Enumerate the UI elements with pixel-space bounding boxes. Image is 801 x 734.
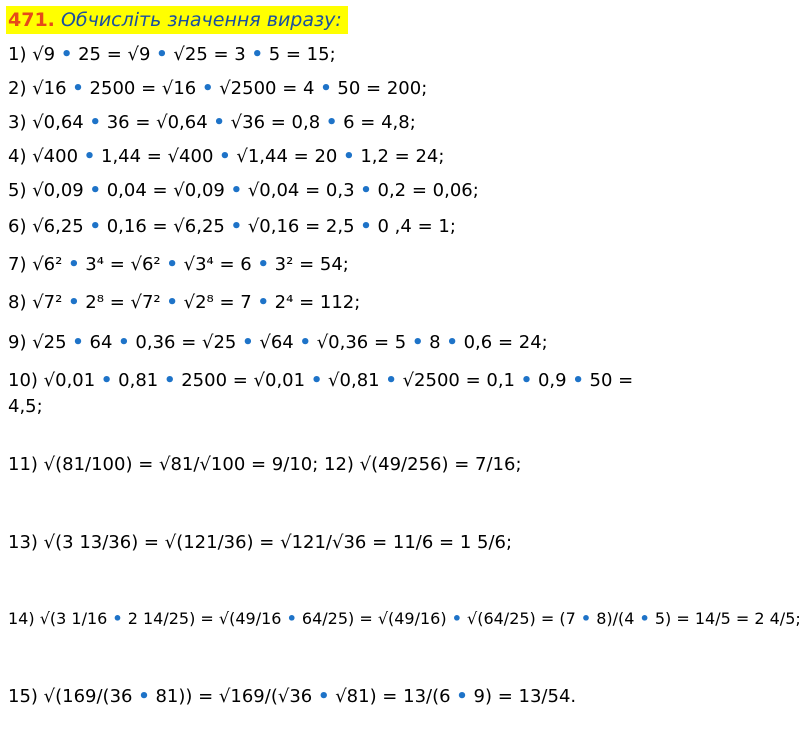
expression-line-14: 14) √(3 1/16 • 2 14/25) = √(49/16 • 64/25) = √(49/16) • √(64/25) = (7 • 8)/(4 • 5) = 14/5 = 2 4/5; xyxy=(8,609,801,628)
multiplication-dot: • xyxy=(138,686,150,707)
exercise-instruction: Обчисліть значення виразу: xyxy=(60,9,342,31)
expression-line-11-12: 11) √(81/100) = √81/√100 = 9/10; 12) √(49/256) = 7/16; xyxy=(8,454,522,475)
multiplication-dot: • xyxy=(451,609,462,628)
multiplication-dot: • xyxy=(257,254,269,275)
expression-line-9: 9) √25 • 64 • 0,36 = √25 • √64 • √0,36 = 5 • 8 • 0,6 = 24; xyxy=(8,332,548,353)
expression-line-10-result: 4,5; xyxy=(8,396,43,417)
multiplication-dot: • xyxy=(343,146,355,167)
multiplication-dot: • xyxy=(89,180,101,201)
multiplication-dot: • xyxy=(68,292,80,313)
multiplication-dot: • xyxy=(89,216,101,237)
multiplication-dot: • xyxy=(580,609,592,628)
multiplication-dot: • xyxy=(230,216,243,237)
multiplication-dot: • xyxy=(456,686,468,707)
multiplication-dot: • xyxy=(230,180,243,201)
exercise-number: 471. xyxy=(8,9,55,31)
multiplication-dot: • xyxy=(166,292,178,313)
multiplication-dot: • xyxy=(286,609,297,628)
multiplication-dot: • xyxy=(639,609,650,628)
expression-line-6: 6) √6,25 • 0,16 = √6,25 • √0,16 = 2,5 • 0 ,4 = 1; xyxy=(8,216,456,237)
expression-line-2: 2) √16 • 2500 = √16 • √2500 = 4 • 50 = 200; xyxy=(8,78,428,99)
multiplication-dot: • xyxy=(89,112,101,133)
multiplication-dot: • xyxy=(83,146,96,167)
multiplication-dot: • xyxy=(446,332,458,353)
expression-line-8: 8) √7² • 2⁸ = √7² • √2⁸ = 7 • 2⁴ = 112; xyxy=(8,292,361,313)
expression-line-10: 10) √0,01 • 0,81 • 2500 = √0,01 • √0,81 • √2500 = 0,1 • 0,9 • 50 = xyxy=(8,370,634,391)
multiplication-dot: • xyxy=(72,332,84,353)
multiplication-dot: • xyxy=(317,686,330,707)
multiplication-dot: • xyxy=(242,332,254,353)
multiplication-dot: • xyxy=(219,146,231,167)
expression-line-15: 15) √(169/(36 • 81)) = √169/(√36 • √81) = 13/(6 • 9) = 13/54. xyxy=(8,686,577,707)
expression-line-5: 5) √0,09 • 0,04 = √0,09 • √0,04 = 0,3 • 0,2 = 0,06; xyxy=(8,180,479,201)
multiplication-dot: • xyxy=(360,216,372,237)
multiplication-dot: • xyxy=(112,609,123,628)
multiplication-dot: • xyxy=(385,370,397,391)
multiplication-dot: • xyxy=(72,78,84,99)
multiplication-dot: • xyxy=(411,332,424,353)
multiplication-dot: • xyxy=(320,78,332,99)
multiplication-dot: • xyxy=(166,254,178,275)
exercise-title xyxy=(6,6,348,34)
multiplication-dot: • xyxy=(68,254,80,275)
multiplication-dot: • xyxy=(325,112,338,133)
expression-line-7: 7) √6² • 3⁴ = √6² • √3⁴ = 6 • 3² = 54; xyxy=(8,254,349,275)
multiplication-dot: • xyxy=(299,332,311,353)
multiplication-dot: • xyxy=(100,370,113,391)
multiplication-dot: • xyxy=(156,44,168,65)
multiplication-dot: • xyxy=(251,44,263,65)
multiplication-dot: • xyxy=(201,78,214,99)
multiplication-dot: • xyxy=(310,370,323,391)
multiplication-dot: • xyxy=(163,370,176,391)
expression-line-4: 4) √400 • 1,44 = √400 • √1,44 = 20 • 1,2 = 24; xyxy=(8,146,445,167)
multiplication-dot: • xyxy=(118,332,130,353)
expression-line-3: 3) √0,64 • 36 = √0,64 • √36 = 0,8 • 6 = 4,8; xyxy=(8,112,416,133)
expression-line-13: 13) √(3 13/36) = √(121/36) = √121/√36 = 11/6 = 1 5/6; xyxy=(8,532,513,553)
multiplication-dot: • xyxy=(257,292,269,313)
multiplication-dot: • xyxy=(360,180,372,201)
multiplication-dot: • xyxy=(520,370,533,391)
multiplication-dot: • xyxy=(572,370,584,391)
multiplication-dot: • xyxy=(213,112,225,133)
multiplication-dot: • xyxy=(60,44,73,65)
expression-line-1: 1) √9 • 25 = √9 • √25 = 3 • 5 = 15; xyxy=(8,44,336,65)
